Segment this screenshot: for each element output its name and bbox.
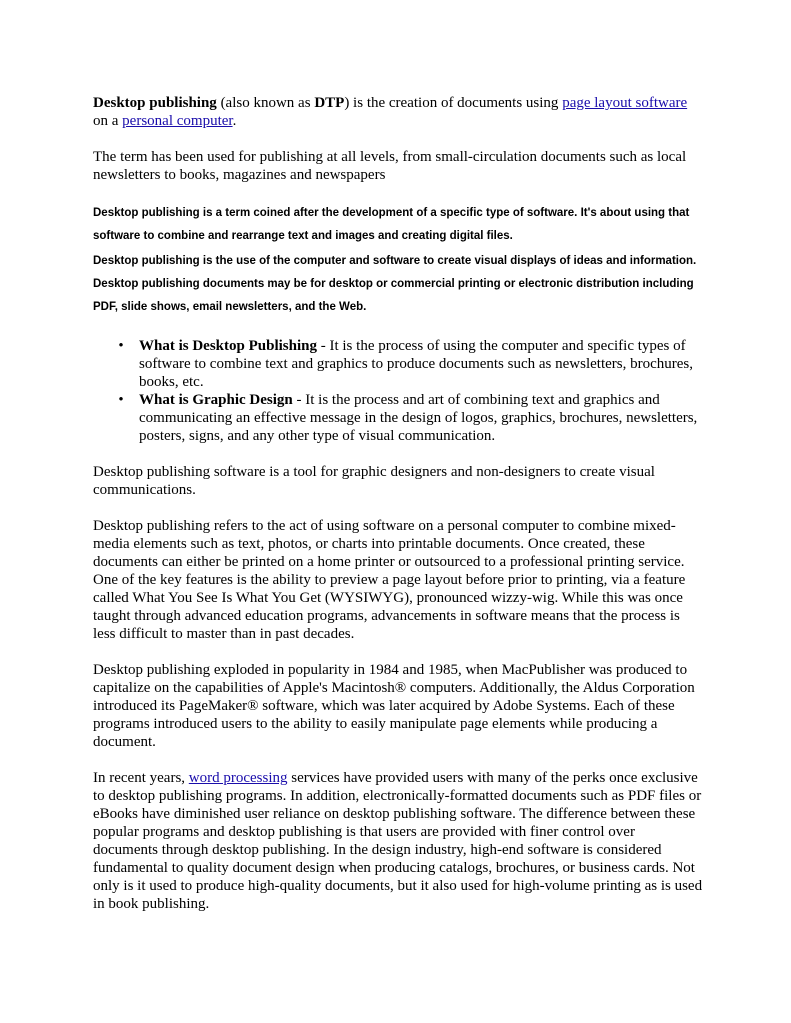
link-word-processing[interactable]: word processing bbox=[188, 770, 288, 786]
intro-text-1: (also known as bbox=[216, 95, 315, 111]
definition-list bbox=[93, 337, 703, 445]
list-item-heading: What is Graphic Design bbox=[139, 392, 293, 408]
term-paragraph: The term has been used for publishing at all levels, from small-circulation documents such as local newsletters to books, magazines and newspapers bbox=[93, 149, 687, 183]
recent-text-2: services have provided users with many of the perks once exclusive to desktop publishing programs. In addition, electronically-formatted documents such as PDF files or eBooks have diminished user reliance on desktop publishing software. The difference between these popular programs and desktop publishing is that users are provided with finer control over documents through desktop publishing. In the design industry, high-end software is considered fundamental to quality document design when producing catalogs, brochures, or business cards. Not only is it used to produce high-quality documents, but it also used for high-volume printing as is used in book publishing. bbox=[93, 770, 703, 912]
intro-text-4: . bbox=[232, 113, 237, 129]
intro-abbr: DTP bbox=[314, 95, 345, 111]
intro-text-2: ) is the creation of documents using bbox=[344, 95, 563, 111]
link-page-layout-software[interactable]: page layout software bbox=[562, 95, 688, 111]
paragraph-history: Desktop publishing exploded in popularity in 1984 and 1985, when MacPublisher was produced to capitalize on the capabilities of Apple's Macintosh® computers. Additionally, the Aldus Corporation introduced its PageMaker® software, which was later acquired by Adobe Systems. Each of these programs introduced users to the ability to easily manipulate page elements while producing a document. bbox=[93, 662, 695, 750]
intro-text-3: on a bbox=[93, 113, 123, 129]
list-item bbox=[93, 391, 703, 445]
document-body bbox=[93, 94, 703, 931]
bullet-icon: • bbox=[118, 338, 124, 354]
bullet-icon: • bbox=[118, 392, 124, 408]
list-item-heading: What is Desktop Publishing bbox=[139, 338, 317, 354]
intro-term: Desktop publishing bbox=[93, 95, 217, 111]
paragraph-tool: Desktop publishing software is a tool for graphic designers and non-designers to create visual communications. bbox=[93, 464, 655, 498]
recent-text-1: In recent years, bbox=[93, 770, 189, 786]
list-item-text: - It is the process of using the computer and specific types of software to combine text and graphics to produce documents such as newsletters, brochures, books, etc. bbox=[139, 338, 694, 390]
link-personal-computer[interactable]: personal computer bbox=[122, 113, 233, 129]
paragraph-recent bbox=[93, 769, 703, 913]
list-item-text: - It is the process and art of combining text and graphics and communicating an effective message in the design of logos, graphics, brochures, newsletters, posters, signs, and any other type of visual communication. bbox=[139, 392, 698, 444]
bold-paragraph-coined: Desktop publishing is a term coined after the development of a specific type of software. It's about using that software to combine and rearrange text and images and creating digital files. bbox=[93, 207, 690, 242]
bold-paragraph-use: Desktop publishing is the use of the computer and software to create visual displays of ideas and information. Desktop publishing documents may be for desktop or commercial printing or electronic distribution including PDF, slide shows, email newsletters, and the Web. bbox=[93, 255, 697, 313]
intro-paragraph bbox=[93, 94, 703, 130]
list-item bbox=[93, 337, 703, 391]
paragraph-refers: Desktop publishing refers to the act of using software on a personal computer to combine mixed-media elements such as text, photos, or charts into printable documents. Once created, these documents can either be printed on a home printer or outsourced to a professional printing service. One of the key features is the ability to preview a page layout before prior to printing, via a feature called What You See Is What You Get (WYSIWYG), pronounced wizzy-wig. While this was once taught through advanced education programs, advancements in software means that the process is less difficult to master than in past decades. bbox=[93, 518, 686, 642]
